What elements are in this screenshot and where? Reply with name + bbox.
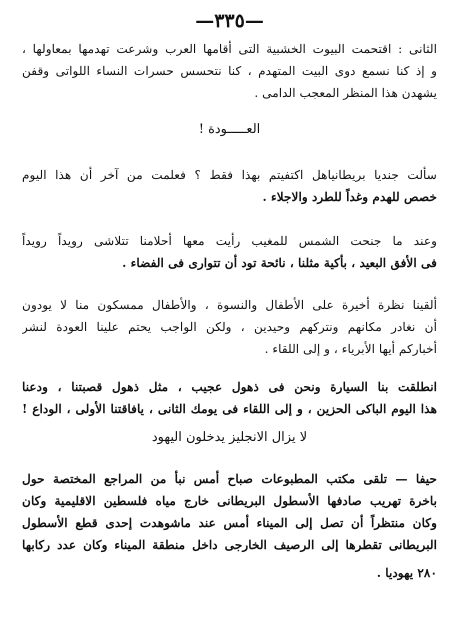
paragraph-line: ٢٨٠ يهوديا . (376, 566, 437, 580)
paragraph-line: أن نغادر مكانهم ونتركهم وحيدين ، ولكن الواجب يحتم علينا العودة لنشر (22, 320, 437, 334)
paragraph-line: أخباركم أيها الأبرياء ، و إلى اللقاء . (264, 342, 437, 356)
paragraph-line: سألت جنديا بريطانياهل اكتفيتم بهذا فقط ؟ فعلمت من آخر أن هذا اليوم (22, 168, 437, 182)
paragraph-line: ألقينا نظرة أخيرة على الأطفال والنسوة ، والأطفال ممسكون منا لا يودون (22, 298, 437, 312)
paragraph-line: انطلقت بنا السيارة ونحن فى ذهول عجيب ، مثل ذهول قصبتنا ، ودعنا (22, 380, 437, 394)
section-heading-return: العـــــودة ! (198, 122, 261, 137)
paragraph-line: هذا اليوم الباكى الحزين ، و إلى اللقاء فى يومك الثانى ، يافاقتنا الأولى ، الوداع ! (22, 402, 437, 416)
paragraph-line: باخرة تهريب صادفها الأسطول البريطانى خارج مياه فلسطين الاقليمية وكان (22, 494, 437, 508)
paragraph-line: خصص للهدم وغداً للطرد والاجلاء . (262, 190, 437, 204)
page-number: —٣٣٥— (195, 10, 264, 32)
paragraph-line: وكان منتظراً أن تصل إلى الميناء أمس عند ماشوهدت إحدى قطع الأسطول (22, 516, 437, 530)
paragraph-line: وعند ما جنحت الشمس للمغيب رأيت معها أحلامنا تتلاشى رويداً رويداً (22, 234, 437, 248)
paragraph-line: البريطانى تقطرها إلى الرصيف الخارجى داخل منطقة الميناء وكان عدد ركابها (22, 538, 437, 552)
paragraph-line: فى الأفق البعيد ، بأكية مثلنا ، نائحة تود أن تتوارى فى الفضاء . (122, 256, 437, 270)
paragraph-line: يشهدن هذا المنظر المعجب الدامى . (254, 86, 437, 100)
paragraph-line: حيفا — تلقى مكتب المطبوعات صباح أمس نبأ من المراجع المختصة حول (22, 472, 437, 486)
section-heading-jews: لا يزال الانجليز يدخلون اليهود (151, 430, 308, 445)
paragraph-line: الثانى : اقتحمت البيوت الخشبية التى أقامها العرب وشرعت تهدمها بمعاولها ، (22, 42, 437, 56)
paragraph-line: و إذ كنا نسمع دوى البيت المتهدم ، كنا نتحسس حسرات النساء اللواتى وقفن (22, 64, 437, 78)
